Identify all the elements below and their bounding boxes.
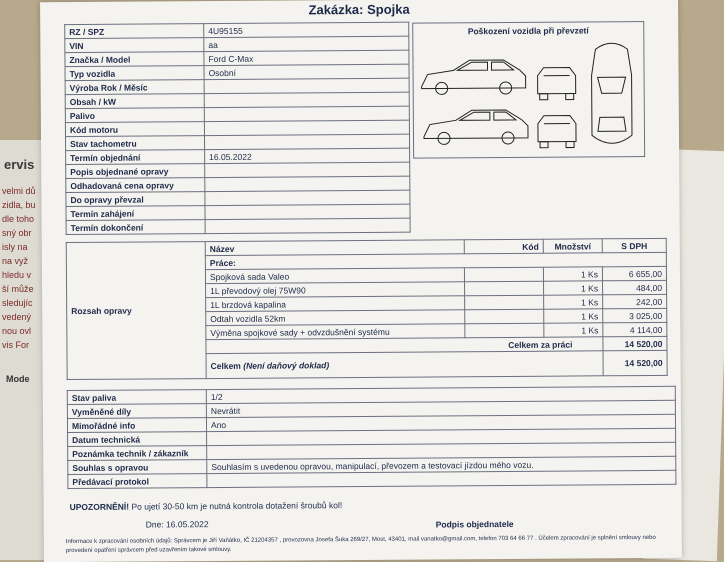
bottom-info-table [67,386,677,489]
row-value: 4U95155 [204,22,409,37]
warning-text [70,500,343,512]
table-row [68,470,676,488]
background-text-line: sledujíc [2,298,33,308]
item-qty: 1 Ks [544,309,603,323]
background-text-line: isly na [2,242,28,252]
table-row [66,218,410,234]
vehicle-table [64,22,410,235]
page-title: Zakázka: Spojka [308,1,410,18]
item-price: 242,00 [603,294,667,308]
background-text-line: ší může [2,284,34,294]
background-text-line: vedený [2,312,32,322]
signature-label: Podpis objednatele [435,518,514,530]
background-text-line: sný obr [2,228,32,238]
row-label: Typ vozidla [65,66,204,81]
background-text-lines [2,184,36,352]
row-label: VIN [65,38,204,53]
item-qty: 1 Ks [544,295,603,309]
privacy-fine-print: Informace k zpracování osobních údajů: Správcem je Jiří Vaňátko, IČ 21204357 , provozovna Josefa Šuka 269/27, Most, 43401, mail vanatko@gmail.com, telefon 703 64 66 77 . Účelem zpracování je splnění smlouvy nebo provedení opatření správcem před uzavřením takové smlouvy. [65,534,656,555]
item-name: Výměna spojkové sady + odvzdušnění systému [206,324,465,340]
row-label: Obsah / kW [65,94,204,109]
row-label: Do opravy převzal [66,192,205,207]
subtotal-value: 14 520,00 [603,336,667,350]
header-code: Kód [464,239,543,254]
row-value: 16.05.2022 [205,148,410,163]
row-value: Osobní [204,64,409,79]
background-mode-label: Mode [6,374,30,384]
row-value: Ford C-Max [204,50,409,65]
warning-message: Po ujetí 30-50 km je nutná kontrola dotažení šroubů kol! [129,500,343,512]
repair-label: Rozsah opravy [66,242,206,380]
row-value [205,162,410,177]
work-order-sheet [40,0,682,562]
header-qty: Množství [543,239,602,253]
total-label-text: Celkem [210,360,241,372]
row-label: Poznámka technik / zákazník [68,446,207,461]
row-value [204,106,409,121]
item-name: 1L brzdová kapalina [206,296,465,312]
row-value [205,204,410,219]
background-text-line: nou ovl [2,326,32,336]
car-outlines-icon [413,35,644,155]
row-value [205,176,410,191]
row-value [205,218,410,233]
row-value [204,120,409,135]
background-text-line: vis For [2,340,29,350]
item-qty: 1 Ks [543,267,602,281]
item-name: Odtah vozidla 52km [206,310,465,326]
header-name: Název [205,240,464,256]
row-label: Palivo [65,108,204,123]
row-label: Termín zahájení [66,206,205,221]
subtotal-label: Celkem za práci [206,337,603,354]
item-code [465,309,544,324]
row-value [204,134,409,149]
damage-title: Poškození vozidla při převzetí [467,25,589,37]
background-heading: ervis [4,157,35,172]
item-code [465,295,544,310]
row-label: Vyměněné díly [67,404,206,419]
item-price: 484,00 [603,280,667,294]
row-label: Odhadovaná cena opravy [66,178,205,193]
item-price: 6 655,00 [602,266,666,280]
row-label: Značka / Model [65,52,204,67]
total-note: (Není daňový doklad) [243,360,330,371]
item-name: 1L převodový olej 75W90 [206,282,465,298]
damage-diagram [412,21,645,159]
row-value [204,92,409,107]
repair-table [66,238,668,380]
warning-bold: UPOZORNĚNÍ! [69,501,130,513]
row-label: Mimořádné info [67,418,206,433]
total-value: 14 520,00 [603,350,667,375]
row-label: Stav tachometru [65,136,204,151]
item-qty: 1 Ks [544,281,603,295]
item-code [465,323,544,338]
item-price: 3 025,00 [603,308,667,322]
row-value: Nevrátit [206,400,675,417]
background-text-line: na vyž [2,256,29,266]
row-label: Popis objednané opravy [66,164,205,179]
document-date: Dne: 16.05.2022 [145,519,209,530]
row-label: Předávací protokol [68,474,207,489]
item-qty: 1 Ks [544,323,603,337]
row-value: aa [204,36,409,51]
item-price: 4 114,00 [603,322,667,336]
row-label: RZ / SPZ [65,24,204,39]
background-text-line: velmi dů [2,186,36,196]
row-label: Kód motoru [65,122,204,137]
header-price: S DPH [602,238,666,252]
item-code [465,281,544,296]
total-label [206,351,603,379]
row-value: Souhlasím s uvedenou opravou, manipulací, převozem a testovací jízdou mého vozu. [207,456,676,473]
row-value [204,78,409,93]
row-label: Souhlas s opravou [68,460,207,475]
item-name: Spojková sada Valeo [205,268,464,284]
row-label: Výroba Rok / Měsíc [65,80,204,95]
background-text-line: hledu v [2,270,32,280]
row-value [205,190,410,205]
row-label: Stav paliva [67,390,206,405]
row-value [207,470,676,487]
background-text-line: zidla, bu [2,200,36,210]
row-label: Termín dokončení [66,220,205,235]
row-value: 1/2 [206,386,675,403]
row-label: Termín objednání [66,150,205,165]
row-value: Ano [206,414,675,431]
row-label: Datum technická [68,432,207,447]
section-label: Práce: [205,252,666,269]
background-text-line: dle toho [2,214,35,224]
item-code [464,267,543,282]
